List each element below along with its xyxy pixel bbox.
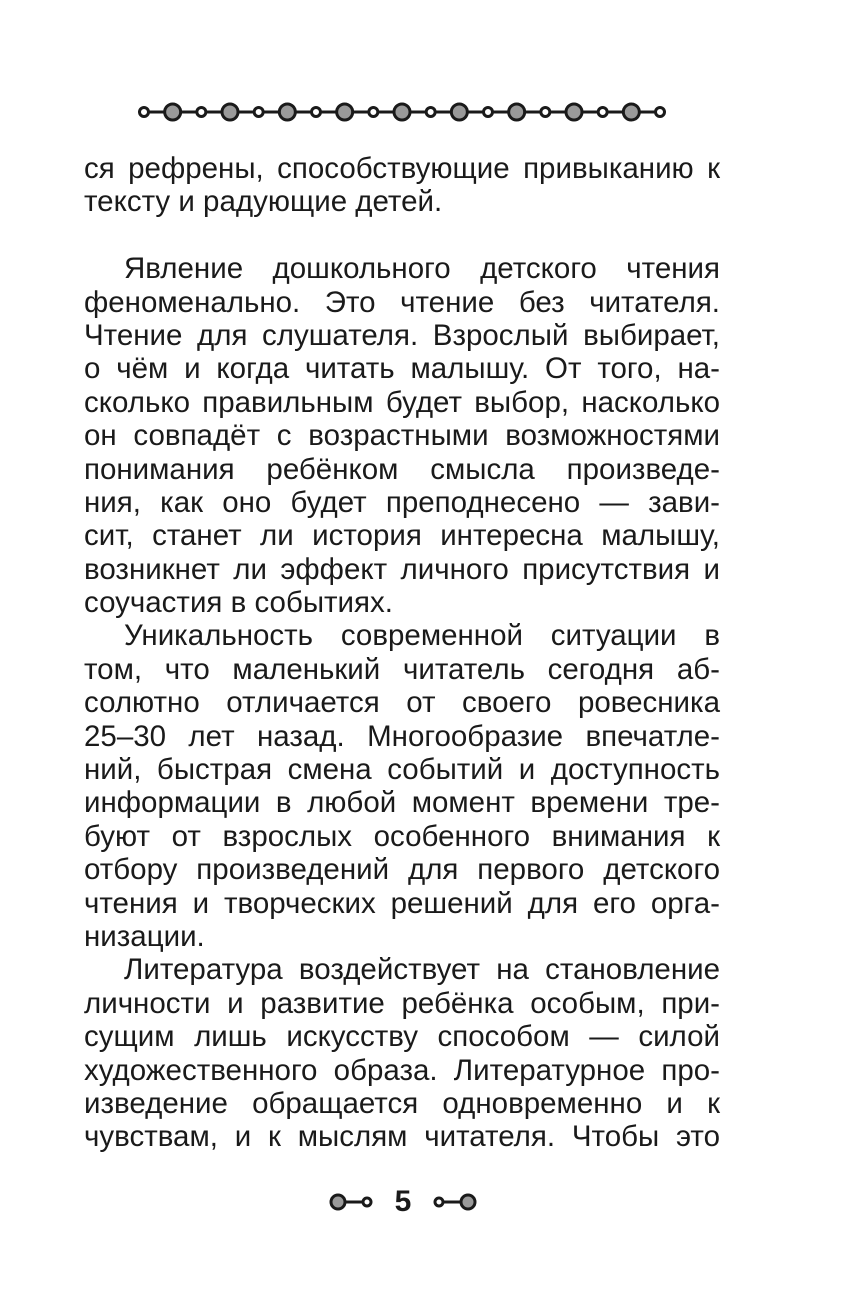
text-line: Чтение для слушателя. Взрослый выбирает,: [84, 318, 720, 352]
small-bead: [140, 108, 149, 117]
large-bead: [279, 104, 295, 120]
text-line: чтения и творческих решений для его орга-: [84, 886, 720, 920]
text-line: понимания ребёнком смысла произведе-: [84, 452, 720, 486]
small-bead: [254, 108, 263, 117]
small-bead: [541, 108, 550, 117]
large-bead: [337, 104, 353, 120]
text-line: сит, станет ли история интересна малышу,: [84, 519, 720, 553]
text-line: ся рефрены, способствующие привыканию к: [84, 152, 720, 185]
large-bead: [623, 104, 639, 120]
text-line: отбору произведений для первого детского: [84, 853, 720, 887]
folio-right-ornament-icon: [430, 1184, 478, 1220]
body-text: [84, 152, 720, 1154]
small-bead: [484, 108, 493, 117]
small-bead: [312, 108, 321, 117]
text-line: чувствам, и к мыслям читателя. Чтобы это: [84, 1120, 720, 1154]
text-line: изведение обращается одновременно и к: [84, 1086, 720, 1120]
large-bead: [451, 104, 467, 120]
text-line: буют от взрослых особенного внимания к: [84, 819, 720, 853]
text-line: о чём и когда читать малышу. От того, на-: [84, 352, 720, 386]
large-bead: [165, 104, 181, 120]
text-line: 25–30 лет назад. Многообразие впечатле-: [84, 719, 720, 753]
large-bead: [509, 104, 525, 120]
text-line: сколько правильным будет выбор, насколько: [84, 385, 720, 419]
text-line: феноменально. Это чтение без читателя.: [84, 285, 720, 319]
text-line: соучастия в событиях.: [84, 586, 393, 620]
text-line: Явление дошкольного детского чтения: [124, 252, 720, 286]
text-line: личности и развитие ребёнка особым, при-: [84, 986, 720, 1020]
large-bead: [222, 104, 238, 120]
paragraph: [84, 252, 720, 619]
paragraph: [84, 619, 720, 953]
large-bead: [394, 104, 410, 120]
page-number: 5: [394, 1185, 412, 1218]
text-line: ния, как оно будет преподнесено — зави-: [84, 485, 720, 519]
paragraph-continuation: [84, 152, 720, 219]
paragraph: [84, 953, 720, 1153]
text-line: Уникальность современной ситуации в: [124, 619, 720, 653]
text-line: Литература воздействует на становление: [124, 953, 720, 987]
text-line: низации.: [84, 919, 205, 953]
text-line: он совпадёт с возрастными возможностями: [84, 419, 720, 453]
text-line: художественного образа. Литературное про-: [84, 1053, 720, 1087]
page-folio: [328, 1184, 478, 1220]
text-line: тексту и радующие детей.: [84, 185, 443, 219]
top-bead-chain-ornament-icon: [136, 100, 668, 124]
small-bead: [598, 108, 607, 117]
text-line: солютно отличается от своего ровесника: [84, 686, 720, 720]
small-bead: [656, 108, 665, 117]
small-bead: [426, 108, 435, 117]
small-bead: [197, 108, 206, 117]
small-bead: [369, 108, 378, 117]
text-line: сущим лишь искусству способом — силой: [84, 1020, 720, 1054]
text-line: информации в любой момент времени тре-: [84, 786, 720, 820]
large-bead: [566, 104, 582, 120]
text-line: возникнет ли эффект личного присутствия и: [84, 552, 720, 586]
text-line: ний, быстрая смена событий и доступность: [84, 753, 720, 787]
text-line: том, что маленький читатель сегодня аб-: [84, 652, 720, 686]
